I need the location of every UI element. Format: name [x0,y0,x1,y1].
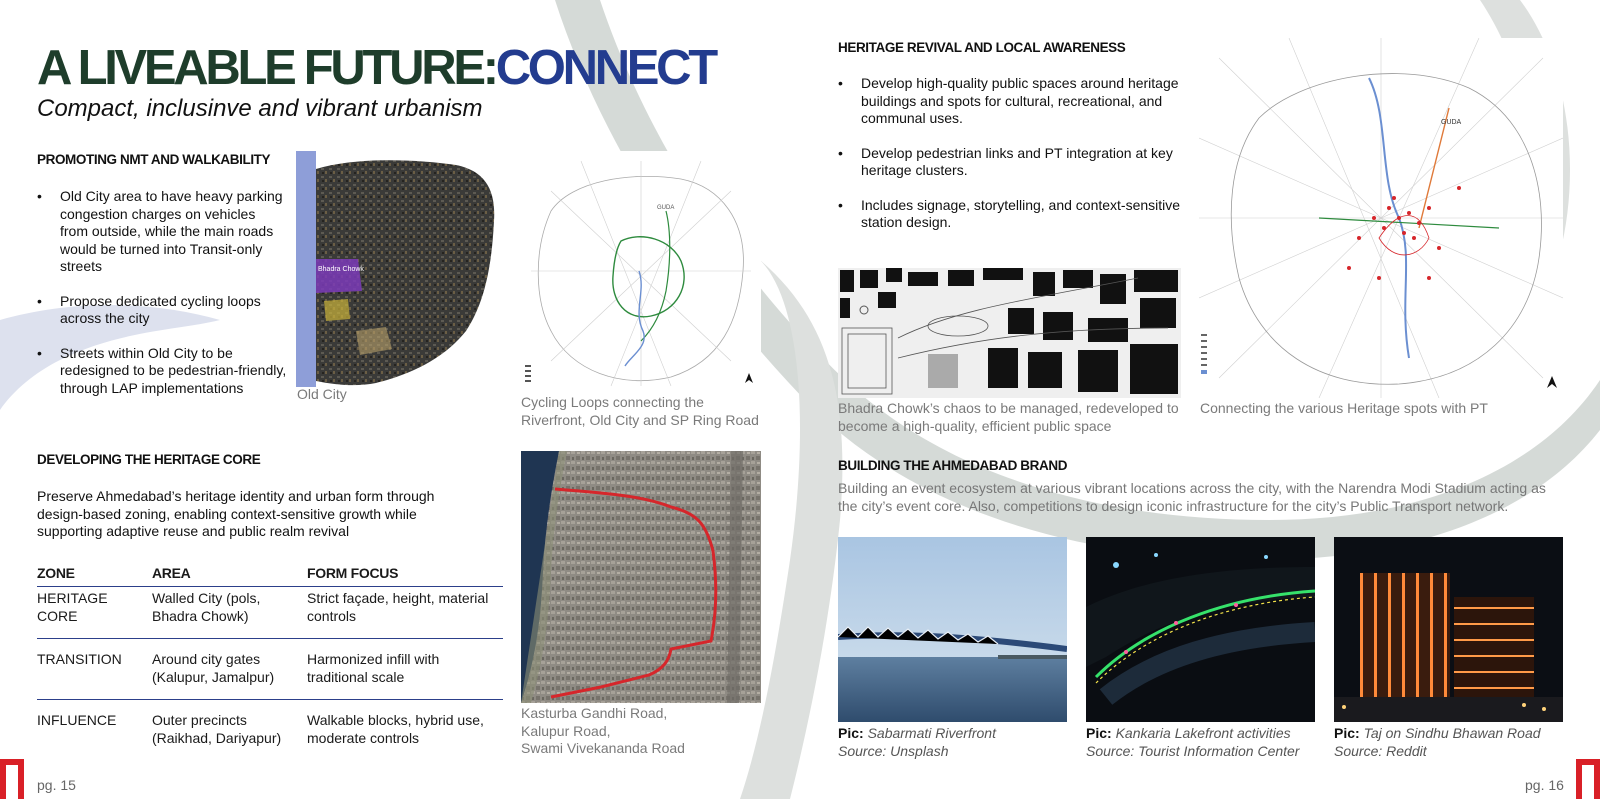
title-part-2: CONNECT [495,41,715,95]
heritage-core-heading: DEVELOPING THE HERITAGE CORE [37,452,261,467]
area-cell: Around city gates (Kalupur, Jamalpur) [152,651,275,685]
brand-heading: BUILDING THE AHMEDABAD BRAND [838,458,1068,473]
old-city-map [296,151,502,387]
area-cell: Outer precincts (Raikhad, Dariyapur) [152,712,282,746]
focus-cell: Walkable blocks, hybrid use, moderate controls [307,712,484,746]
page-tab-right [1576,759,1600,799]
cycling-loops-caption: Cycling Loops connecting the Riverfront, Old City and SP Ring Road [521,394,759,428]
roads-caption-line: Kasturba Gandhi Road, [521,705,668,721]
zone-cell: TRANSITION [37,651,122,667]
photo-source: Source: Reddit [1334,742,1427,759]
bhadra-chowk-label: Bhadra Chowk [318,266,364,273]
header-area: AREA [152,565,191,581]
page-subtitle: Compact, inclusinve and vibrant urbanism [37,95,483,122]
pic-label: Pic: [1334,725,1360,741]
page-tab-left [0,759,24,799]
bhadra-chowk-caption: Bhadra Chowk’s chaos to be managed, redeveloped to become a high-quality, efficient public space [838,400,1179,434]
brand-text: Building an event ecosystem at various vibrant locations across the city, with the Narendra Modi Stadium acting as the city’s event core. Also, competitions to design iconic infrastructure for the city’s Public Transport network. [838,480,1546,514]
page-number-left: pg. 15 [37,777,76,793]
photo-2-caption [1086,725,1299,760]
table-row [37,700,503,752]
zone-table [37,565,503,752]
heritage-revival-bullet-list [838,75,1188,249]
heritage-pt-map [1199,38,1563,398]
photo-1-caption [838,725,996,760]
walled-city-satellite-image [521,451,761,703]
nmt-bullet-list [37,188,287,414]
pic-label: Pic: [1086,725,1112,741]
page-number-right: pg. 16 [1525,777,1564,793]
guda-label: GUDA [657,205,675,211]
nmt-heading: PROMOTING NMT AND WALKABILITY [37,152,271,167]
photo-taj-sindhu-bhawan [1334,537,1563,722]
photo-kankaria-lakefront [1086,537,1315,722]
photo-3-caption [1334,725,1541,760]
cycling-loops-map [521,151,761,392]
photo-title: Sabarmati Riverfront [867,725,996,741]
photo-title: Taj on Sindhu Bhawan Road [1363,725,1541,741]
photo-sabarmati-riverfront [838,537,1067,722]
guda-label: GUDA [1441,119,1462,126]
heritage-revival-heading: HERITAGE REVIVAL AND LOCAL AWARENESS [838,40,1126,55]
area-cell: Walled City (pols, Bhadra Chowk) [152,590,261,624]
nmt-bullet: • Old City area to have heavy parking congestion charges on vehicles from outside, while the main roads would be turned into Transit-only streets [37,188,287,276]
photo-source: Source: Unsplash [838,742,949,759]
old-city-caption: Old City [297,386,347,402]
heritage-pt-caption: Connecting the various Heritage spots with PT [1200,400,1488,416]
bhadra-chowk-plan [838,268,1181,398]
heritage-bullet: • Develop high-quality public spaces around heritage buildings and spots for cultural, recreational, and communal uses. [838,75,1188,128]
heritage-core-text: Preserve Ahmedabad’s heritage identity and urban form through design-based zoning, enabling context-sensitive growth while supporting adaptive reuse and public realm revival [37,488,435,539]
table-header [37,565,503,587]
table-row [37,587,503,639]
heritage-bullet: • Includes signage, storytelling, and context-sensitive station design. [838,197,1188,232]
zone-cell: INFLUENCE [37,712,117,728]
page-title [37,40,715,96]
pic-label: Pic: [838,725,864,741]
nmt-bullet: • Propose dedicated cycling loops across the city [37,293,287,328]
header-zone: ZONE [37,565,75,581]
photo-title: Kankaria Lakefront activities [1115,725,1291,741]
zone-cell: HERITAGE CORE [37,590,108,624]
roads-caption-line: Swami Vivekananda Road [521,740,685,756]
roads-caption [521,705,685,758]
header-form-focus: FORM FOCUS [307,565,399,581]
roads-caption-line: Kalupur Road, [521,722,611,739]
table-row [37,639,503,700]
heritage-bullet: • Develop pedestrian links and PT integration at key heritage clusters. [838,145,1188,180]
title-part-1: A LIVEABLE FUTURE: [37,41,496,95]
nmt-bullet: • Streets within Old City to be redesigned to be pedestrian-friendly, through LAP implementations [37,345,287,398]
focus-cell: Strict façade, height, material controls [307,590,489,624]
photo-source: Source: Tourist Information Center [1086,742,1300,759]
focus-cell: Harmonized infill with traditional scale [307,651,440,685]
